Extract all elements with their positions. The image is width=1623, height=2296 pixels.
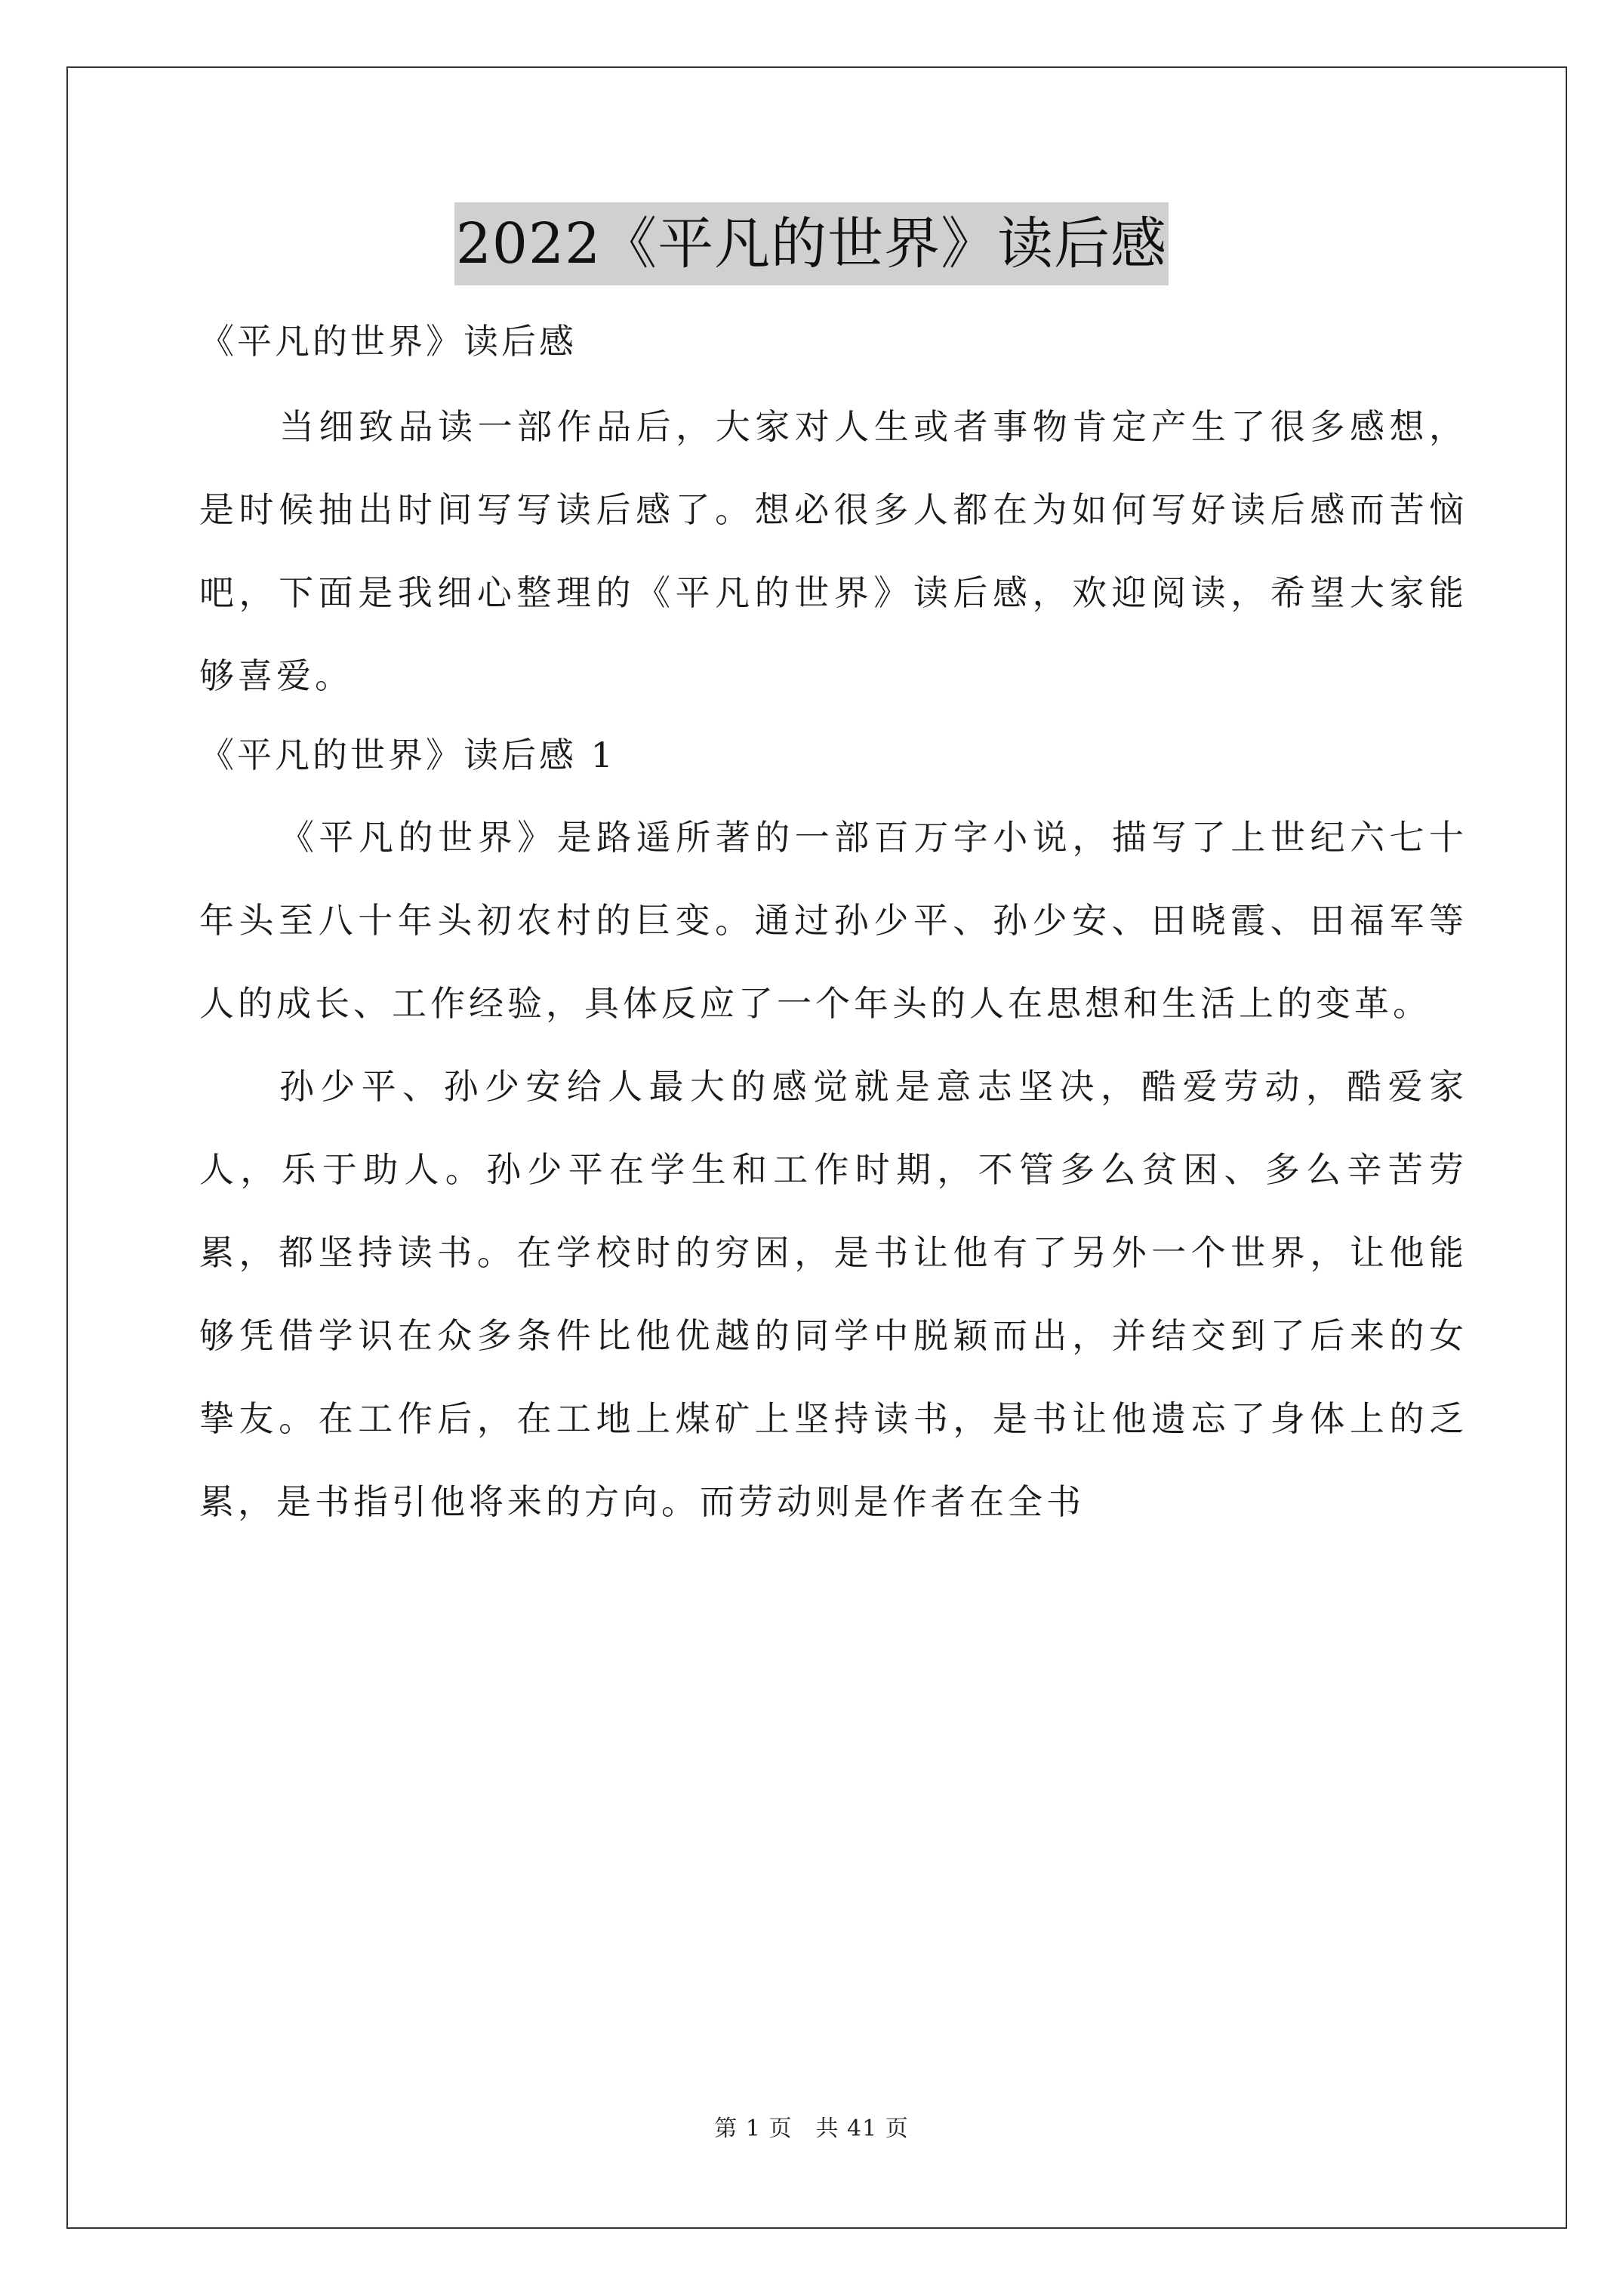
- title-container: [0, 202, 1623, 285]
- main-heading: 《平凡的世界》读后感: [199, 321, 577, 362]
- page-footer: 第 1 页 共 41 页: [714, 2116, 909, 2142]
- section-heading-1: 《平凡的世界》读后感 1: [199, 735, 616, 775]
- intro-paragraph: 当细致品读一部作品后，大家对人生或者事物肯定产生了很多感想，是时候抽出时间写写读后感了。想必很多人都在为如何写好读后感而苦恼吧，下面是我细心整理的《平凡的世界》读后感，欢迎阅读，希望大家能够喜爱。: [199, 406, 1467, 696]
- document-title: 2022《平凡的世界》读后感: [454, 202, 1169, 285]
- body-paragraph: 《平凡的世界》是路遥所著的一部百万字小说，描写了上世纪六七十年头至八十年头初农村的巨变。通过孙少平、孙少安、田晓霞、田福军等人的成长、工作经验，具体反应了一个年头的人在思想和生活上的变革。: [199, 817, 1467, 1024]
- document-body: [199, 302, 1467, 1543]
- body-paragraph: 孙少平、孙少安给人最大的感觉就是意志坚决，酷爱劳动，酷爱家人，乐于助人。孙少平在学生和工作时期，不管多么贫困、多么辛苦劳累，都坚持读书。在学校时的穷困，是书让他有了另外一个世界，让他能够凭借学识在众多条件比他优越的同学中脱颖而出，并结交到了后来的女挚友。在工作后，在工地上煤矿上坚持读书，是书让他遗忘了身体上的乏累，是书指引他将来的方向。而劳动则是作者在全书: [199, 1066, 1467, 1522]
